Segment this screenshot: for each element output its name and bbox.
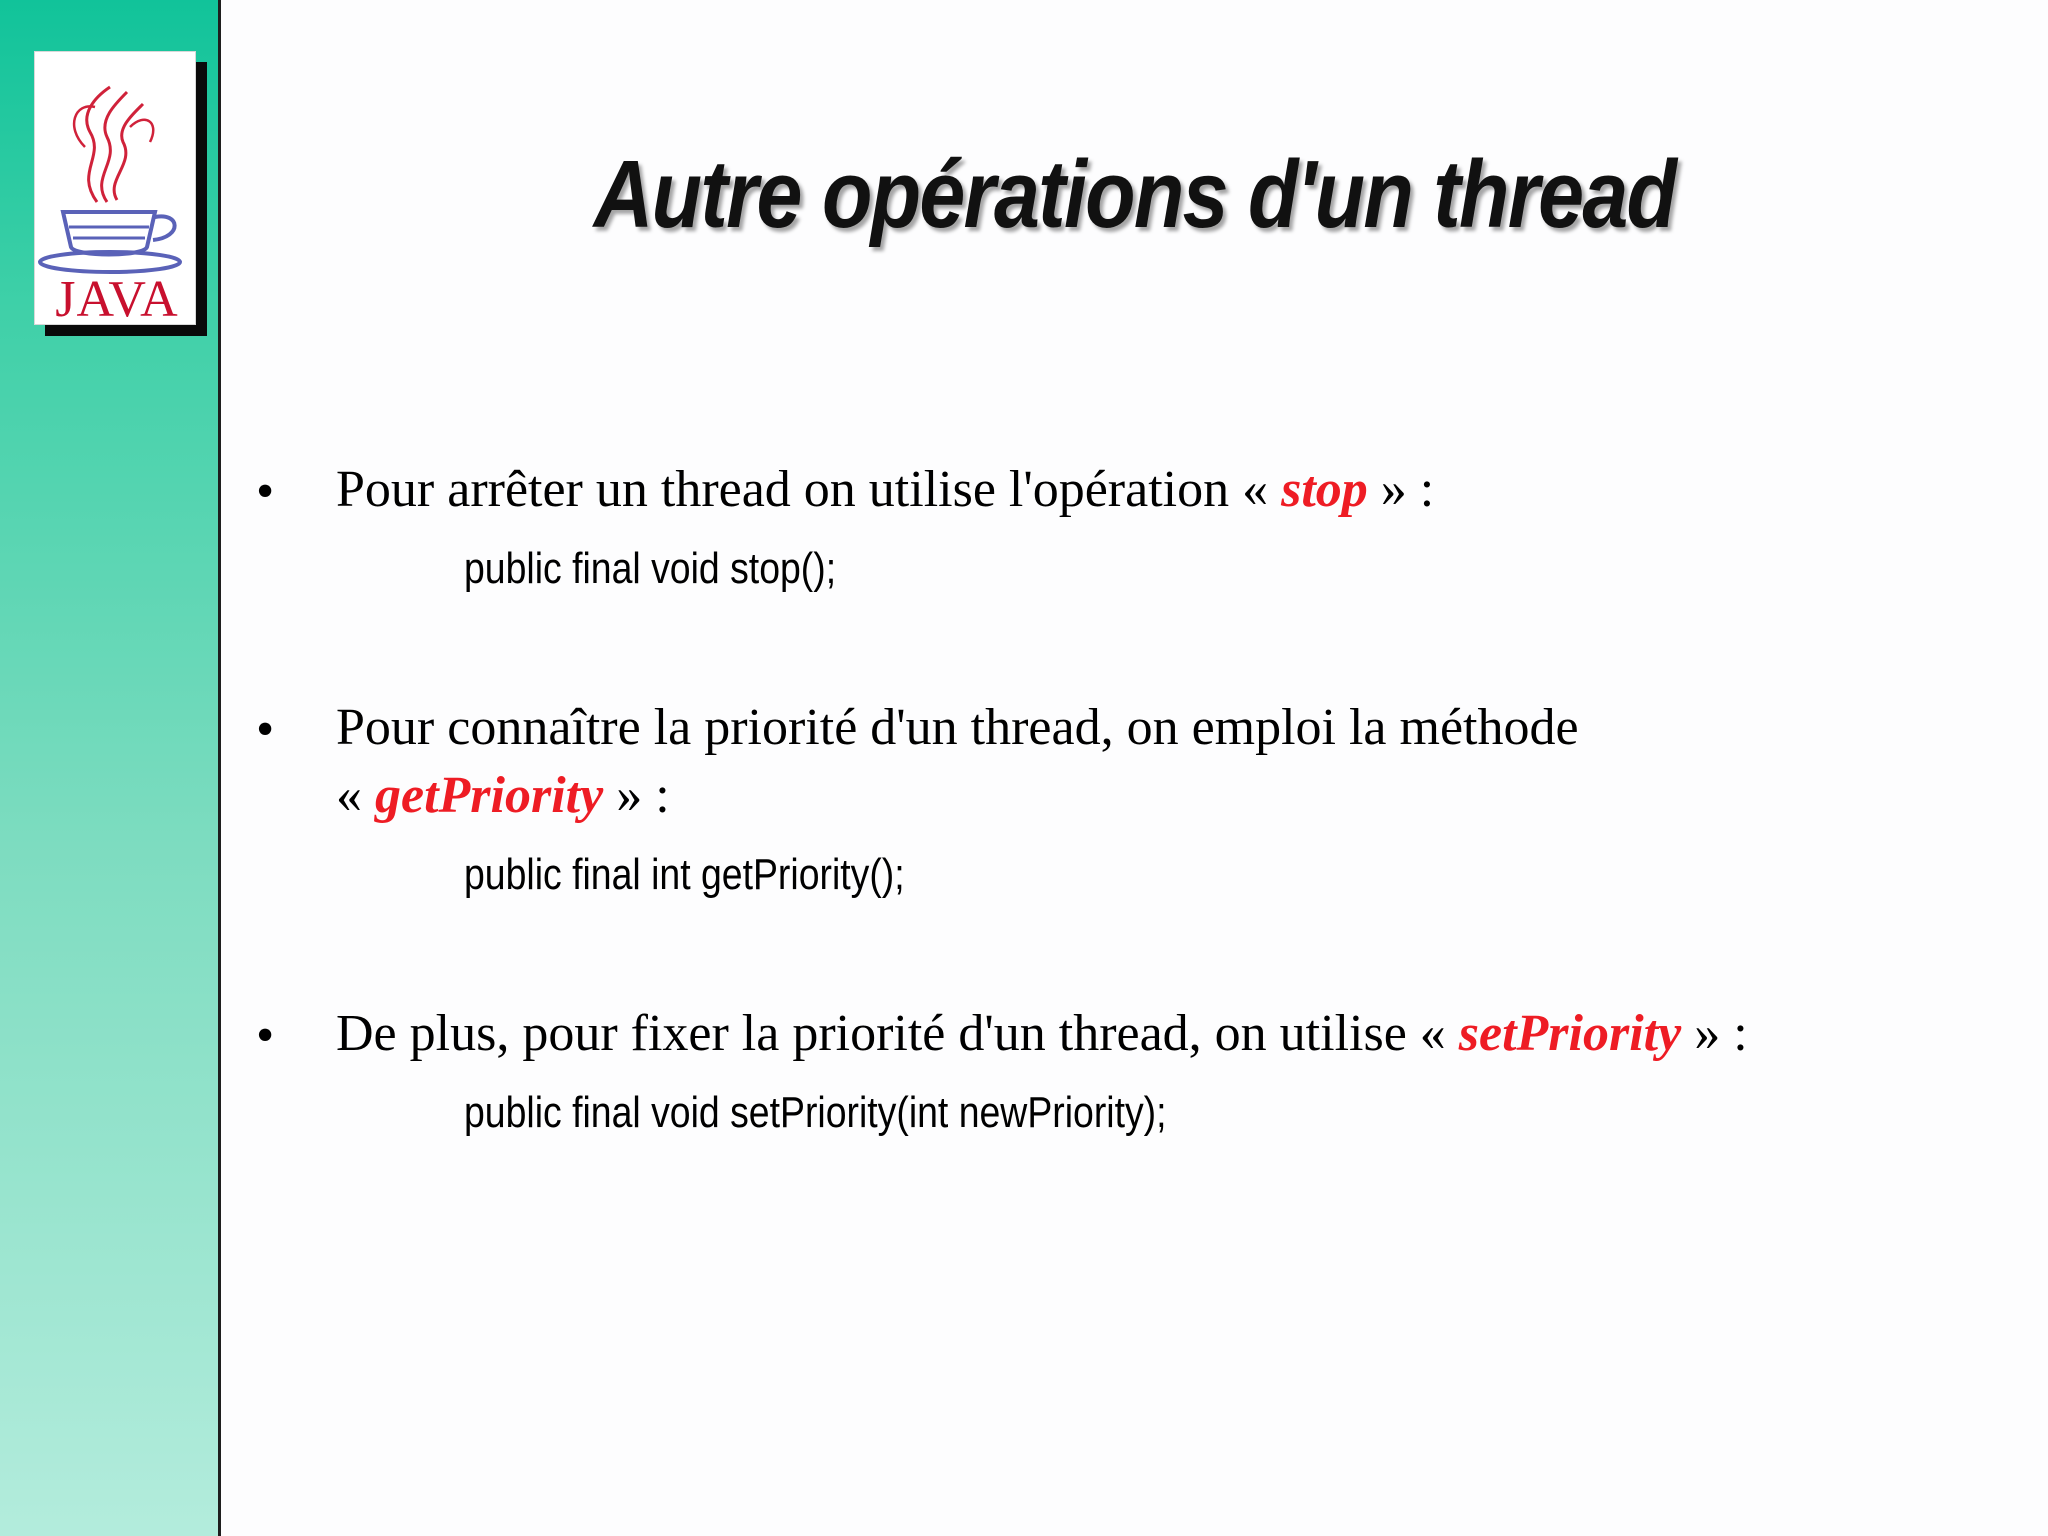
code-line-1: public final void stop();: [464, 544, 837, 593]
bullet-2-after: » :: [603, 767, 670, 824]
slide-title: Autre opérations d'un thread: [593, 141, 1676, 248]
bullet-marker: •: [256, 463, 275, 520]
bullet-marker: •: [256, 701, 275, 758]
keyword-getpriority: getPriority: [375, 767, 604, 824]
bullet-text-1: [336, 456, 1434, 524]
bullet-3-before: De plus, pour fixer la priorité d'un thread, on utilise «: [336, 1005, 1459, 1062]
bullet-text-2-line2: [336, 762, 670, 830]
code-line-2: public final int getPriority();: [464, 850, 905, 899]
bullet-2-line2-before: «: [336, 767, 375, 824]
bullet-text-3: [336, 1000, 1748, 1068]
code-line-3: public final void setPriority(int newPriority);: [464, 1088, 1167, 1137]
bullet-marker: •: [256, 1007, 275, 1064]
java-logo: [34, 51, 196, 328]
bullet-text-2: Pour connaître la priorité d'un thread, on emploi la méthode: [336, 699, 1579, 756]
bullet-1-before: Pour arrêter un thread on utilise l'opération «: [336, 461, 1282, 518]
java-logo-text: JAVA: [55, 271, 179, 328]
bullet-1-after: » :: [1367, 461, 1435, 518]
keyword-stop: stop: [1281, 461, 1368, 518]
bullet-3-after: » :: [1681, 1005, 1748, 1062]
keyword-setpriority: setPriority: [1458, 1005, 1682, 1062]
